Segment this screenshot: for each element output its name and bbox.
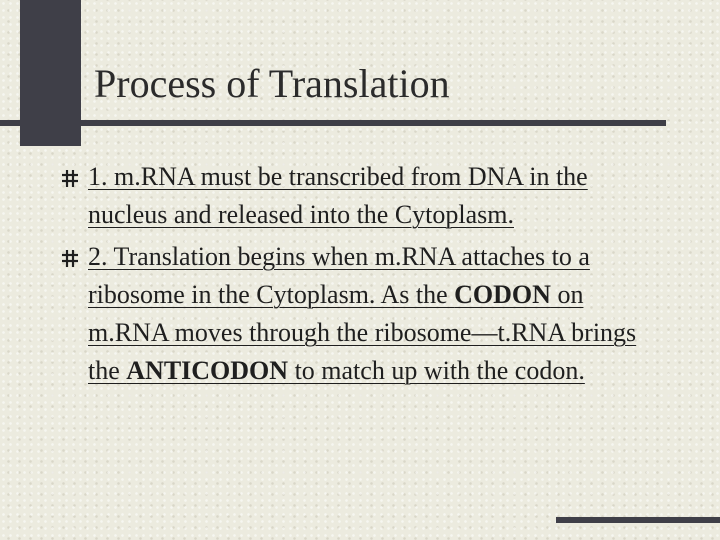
bullet-2-text-part3: to match up with the codon. [288, 356, 585, 385]
bullet-list [60, 158, 670, 394]
bullet-2-text-part2: on m.RNA moves through the ribosome—t.RNA brings the [88, 280, 637, 385]
slide-title: Process of Translation [94, 61, 450, 106]
title-underline-bar [0, 120, 666, 126]
hash-bullet-icon [60, 248, 80, 268]
hash-bullet-icon [60, 168, 80, 188]
bullet-item-2 [60, 238, 670, 390]
codon-term: CODON [454, 280, 551, 309]
bullet-item-1 [60, 158, 670, 234]
footer-accent-bar [556, 517, 720, 523]
anticodon-term: ANTICODON [126, 356, 289, 385]
bullet-2-text-part1: 2. Translation begins when m.RNA attaches to a ribosome in the Cytoplasm. As the [88, 242, 590, 309]
bullet-1-text: 1. m.RNA must be transcribed from DNA in the nucleus and released into the Cytoplasm. [88, 162, 588, 229]
